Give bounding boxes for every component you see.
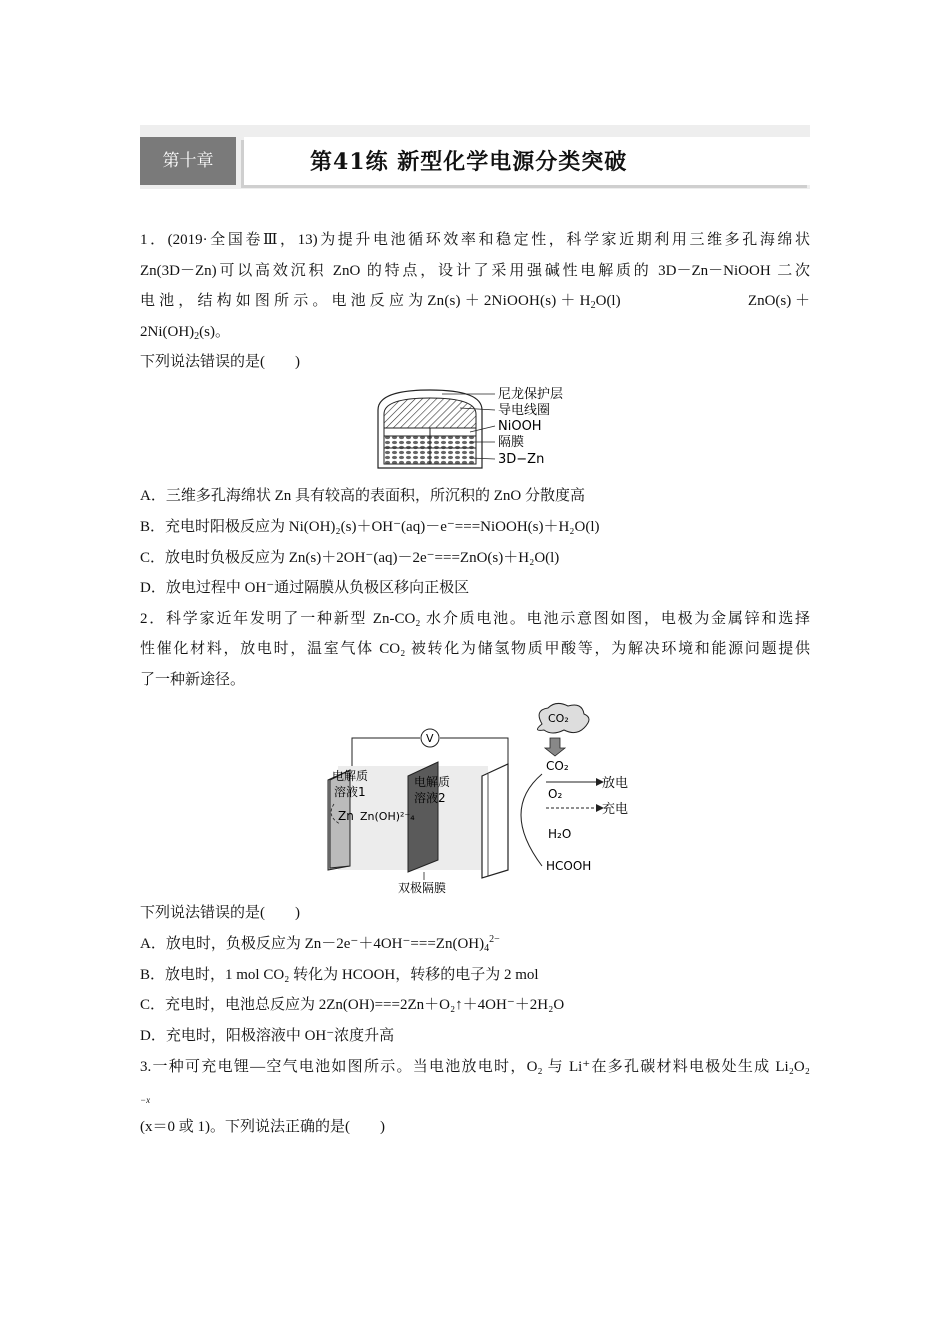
q3-line-1: 3.一种可充电锂—空气电池如图所示。当电池放电时，O₂ 与 Li⁺在多孔碳材料电极处生成 Li₂O₂ (140, 1059, 810, 1075)
fig2-discharge-label: 放电 (602, 776, 629, 791)
fig2-sol1-label-a: 电解质 (332, 769, 369, 783)
q1-reaction-left: 电 池 ， 结 构 如 图 所 示 。 电 池 反 应 为 Zn(s) ＋ 2NiOOH(s) ＋ H (140, 293, 591, 309)
fig2-sol1-label-b: 溶液1 (334, 785, 366, 799)
q1-product-state: (s)。 (199, 324, 230, 340)
catalyst-electrode-shape (482, 764, 508, 878)
q2-option-a-text: A．放电时，负极反应为 Zn－2e⁻＋4OH⁻===Zn(OH) (140, 936, 485, 952)
fig2-co2-label: CO₂ (546, 759, 569, 773)
q1-question: 下列说法错误的是( ) (140, 354, 300, 370)
fig1-label-niooh: NiOOH (498, 419, 542, 434)
q2-line-1: 2．科学家近年发明了一种新型 Zn-CO₂ 水介质电池。电池示意图如图，电极为金属锌和选择 (140, 611, 810, 627)
q1-battery-figure (370, 380, 590, 472)
q3-line-2: (x＝0 或 1)。下列说法正确的是( ) (140, 1119, 385, 1135)
fig1-label-zn: 3D−Zn (498, 452, 545, 467)
down-arrow-icon (545, 738, 565, 756)
q2-line-3: 了一种新途径。 (140, 672, 246, 688)
q2-option-d: D．充电时，阳极溶液中 OH⁻浓度升高 (140, 1028, 395, 1044)
q1-option-b: B．充电时阳极反应为 Ni(OH)₂(s)＋OH⁻(aq)－e⁻===NiOOH(s)＋H₂O(l) (140, 519, 600, 535)
fig2-membrane-label: 双极隔膜 (398, 881, 447, 895)
q1-product: 2Ni(OH) (140, 324, 195, 340)
q2-option-b: B．放电时，1 mol CO₂ 转化为 HCOOH，转移的电子为 2 mol (140, 967, 539, 983)
q2-option-c-text: C．充电时，电池总反应为 2Zn(OH)===2Zn＋O₂↑＋4OH⁻＋2H₂O (140, 997, 565, 1013)
chapter-tab: 第十章 (140, 137, 236, 185)
fig2-sol2-label-a: 电解质 (414, 775, 451, 789)
q2-option-a: A．放电时，负极反应为 $Zn-2e^-+4OH^-===Zn(OH)_4^{2-}$ (140, 934, 500, 954)
fig2-cloud-label: CO₂ (548, 712, 569, 725)
q1-option-a: A．三维多孔海绵状 Zn 具有较高的表面积，所沉积的 ZnO 分散度高 (140, 488, 585, 504)
q1-reaction-right: ZnO(s) ＋ (747, 293, 810, 309)
q1-line-4: $2Ni(OH)_2(s)$。 (140, 324, 230, 342)
fig2-hcooh-label: HCOOH (546, 859, 592, 873)
q1-line-3: 电 池 ， 结 构 如 图 所 示 。 电 池 反 应 为 Zn(s) ＋ 2NiOOH(s) ＋ $H_2O(l)$ ZnO(s) ＋ (140, 293, 810, 311)
q1-reaction-water: O(l) (595, 293, 621, 309)
q1-option-d: D．放电过程中 OH⁻通过隔膜从负极区移向正极区 (140, 580, 470, 596)
coil-layer-shape (384, 398, 476, 428)
q2-question: 下列说法错误的是( ) (140, 905, 300, 921)
q2-line-2: 性催化材料，放电时，温室气体 CO₂ 被转化为储氢物质甲酸等，为解决环境和能源问题提供 (140, 641, 810, 657)
fig2-sol2-label-b: 溶液2 (414, 791, 446, 805)
q1-option-c: C．放电时负极反应为 Zn(s)＋2OH⁻(aq)－2e⁻===ZnO(s)＋H₂O(l) (140, 550, 560, 566)
q2-option-c (140, 995, 810, 1015)
fig2-charge-label: 充电 (602, 802, 629, 817)
fig2-voltmeter-label: V (426, 732, 434, 745)
fig1-label-nylon: 尼龙保护层 (498, 387, 564, 402)
q1-line-1: 1．(2019·全国卷Ⅲ，13)为提升电池循环效率和稳定性，科学家近期利用三维多孔海绵状 (140, 232, 810, 248)
fig2-znoh-label: Zn(OH)²⁻₄ (360, 810, 415, 823)
fig2-h2o-label: H₂O (548, 827, 572, 841)
fig2-o2-label: O₂ (548, 787, 563, 801)
page-title: 第41练 新型化学电源分类突破 (310, 149, 628, 175)
q2-cell-figure (320, 700, 640, 898)
fig2-zn-label: Zn (338, 809, 354, 823)
fig1-label-separator: 隔膜 (498, 435, 525, 450)
fig1-label-coil: 导电线圈 (498, 403, 551, 418)
q3-subscript: −x (140, 1095, 151, 1105)
q1-line-2: Zn(3D－Zn)可以高效沉积 ZnO 的特点，设计了采用强碱性电解质的 3D－Zn－NiOOH 二次 (140, 263, 810, 279)
